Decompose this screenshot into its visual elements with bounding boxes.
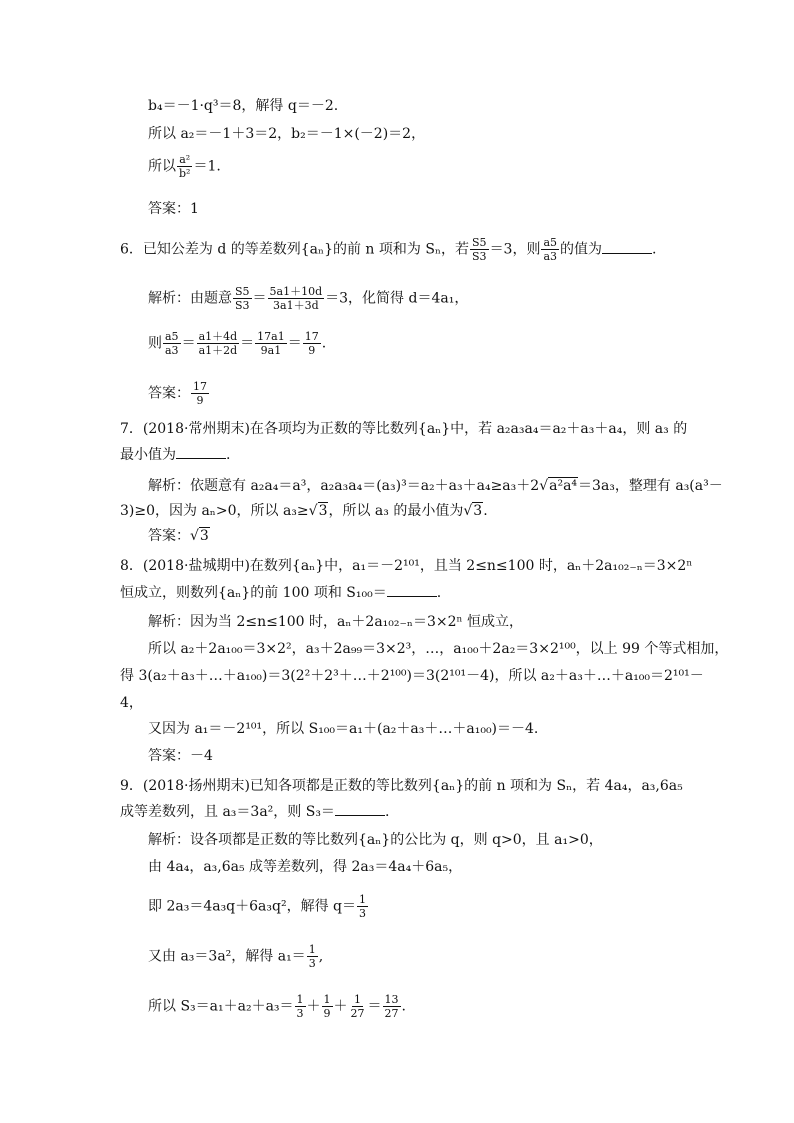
- denominator: 9: [196, 394, 204, 407]
- numerator: 1: [308, 943, 316, 956]
- text: .: [384, 804, 390, 820]
- text: .: [652, 241, 657, 258]
- solution-line: [148, 153, 221, 180]
- text: 又因为 a₁＝－2¹⁰¹，所以 S₁₀₀＝a₁＋(a₂＋a₃＋…＋a₁₀₀)＝－4.: [148, 721, 539, 737]
- denominator: S3: [235, 299, 250, 312]
- denominator: a1＋2d: [198, 344, 238, 357]
- denominator: a3: [165, 344, 179, 357]
- text: 成等差数列，且 a₃＝3a²，则 S₃＝: [120, 804, 335, 820]
- denominator: 9: [323, 1007, 331, 1020]
- text: ＝1.: [193, 158, 221, 175]
- numerator: 1: [359, 893, 366, 906]
- text: 9．(2018·扬州期末)已知各项都是正数的等比数列{aₙ}的前 n 项和为 Sₙ，若 4a₄，a₃,6a₅: [120, 778, 683, 794]
- solution-line: [120, 502, 488, 520]
- denominator: 9a1: [260, 344, 282, 357]
- denominator: a3: [543, 250, 558, 263]
- question-7-cont: [120, 446, 230, 464]
- text: 的值为: [560, 241, 603, 258]
- numerator: 1: [296, 993, 304, 1006]
- text: .: [321, 335, 327, 352]
- solution-line: [148, 285, 468, 312]
- sqrt-symbol: √: [539, 478, 549, 494]
- solution-line: [148, 858, 462, 876]
- text: ,: [318, 948, 324, 965]
- text: 又由 a₃＝3a²，解得 a₁＝: [148, 948, 306, 965]
- sqrt-content: a²a⁴: [549, 478, 578, 494]
- numerator: 17a1: [257, 330, 285, 343]
- text: 所以: [148, 158, 176, 175]
- fraction: [268, 285, 325, 312]
- sqrt-content: 3: [473, 503, 483, 519]
- text: ＋: [333, 998, 348, 1015]
- solution-line: [148, 613, 523, 631]
- denominator: 27: [384, 1007, 399, 1020]
- text: 3)≥0，因为 aₙ>0，所以 a₃≥: [120, 503, 309, 519]
- text: 所以 a₂＝－1＋3＝2，b₂＝－1×(－2)＝2，: [148, 126, 426, 142]
- text: ＝3a₃，整理有 a₃(a³－: [578, 478, 723, 494]
- text: ＝3，化简得 d＝4a₁，: [325, 290, 469, 307]
- text: 即 2a₃＝4a₃q＋6a₃q²，解得 q＝: [148, 898, 356, 915]
- text: 解析：依题意有 a₂a₄＝a³，a₂a₃a₄＝(a₃)³＝a₂＋a₃＋a₄≥a₃＋2: [148, 478, 540, 494]
- solution-line: [148, 720, 538, 738]
- text: ＝: [181, 335, 196, 352]
- solution-line: [148, 330, 326, 357]
- text: 最小值为: [120, 447, 176, 463]
- text: .: [226, 447, 231, 463]
- answer-line: [148, 527, 210, 545]
- question-8: [120, 557, 692, 575]
- text: .: [436, 585, 442, 601]
- text: ＝3，则: [489, 241, 541, 258]
- fraction: [177, 153, 192, 180]
- fraction: [349, 993, 367, 1020]
- text: 7．(2018·常州期末)在各项均为正数的等比数列{aₙ}中，若 a₂a₃a₄＝a₂＋a₃＋a₄，则 a₃ 的: [120, 421, 688, 437]
- text: ＝: [240, 335, 255, 352]
- solution-line: [148, 943, 323, 970]
- text: 所以 S₃＝a₁＋a₂＋a₃＝: [148, 998, 294, 1015]
- question-9: [120, 777, 683, 795]
- text: 由 4a₄，a₃,6a₅ 成等差数列，得 2a₃＝4a₄＋6a₅，: [148, 859, 463, 875]
- text: 4，: [120, 695, 143, 711]
- denominator: 3: [296, 1007, 304, 1020]
- text: .: [483, 503, 488, 519]
- question-7: [120, 420, 687, 438]
- answer-line: [148, 747, 213, 765]
- text: 则: [148, 335, 162, 352]
- sqrt-symbol: √: [463, 503, 473, 519]
- solution-line: [148, 993, 406, 1020]
- sqrt-symbol: √: [190, 528, 199, 544]
- fraction: [295, 993, 306, 1020]
- fraction: [233, 285, 252, 312]
- solution-line: [148, 97, 338, 115]
- answer-text: 答案：: [148, 528, 190, 544]
- answer-line: [148, 200, 199, 218]
- numerator: 1: [323, 993, 331, 1006]
- text: 解析：设各项都是正数的等比数列{aₙ}的公比为 q，则 q>0，且 a₁>0，: [148, 832, 603, 848]
- sqrt-content: 3: [199, 528, 209, 544]
- fraction: [322, 993, 333, 1020]
- answer-blank: [335, 803, 385, 816]
- answer-text: 答案：1: [148, 201, 199, 217]
- solution-line: [148, 831, 603, 849]
- fraction: [191, 380, 209, 407]
- fraction: [541, 236, 559, 263]
- denominator: 9: [308, 344, 316, 357]
- text: ＝: [252, 290, 267, 307]
- text: 恒成立，则数列{aₙ}的前 100 项和 S₁₀₀＝: [120, 585, 387, 601]
- numerator: 1: [354, 993, 362, 1006]
- question-9-cont: [120, 803, 389, 821]
- answer-text: 答案：: [148, 385, 190, 402]
- solution-line: [120, 694, 143, 712]
- text: ＋: [306, 998, 321, 1015]
- text: 8．(2018·盐城期中)在数列{aₙ}中，a₁＝－2¹⁰¹，且当 2≤n≤100 时，aₙ＋2a₁₀₂₋ₙ＝3×2ⁿ: [120, 558, 693, 574]
- solution-line: [120, 667, 704, 685]
- numerator: a1＋4d: [198, 330, 238, 343]
- numerator: a5: [165, 330, 179, 343]
- sqrt-content: 3: [318, 503, 328, 519]
- solution-line: [148, 477, 723, 495]
- question-8-cont: [120, 584, 441, 602]
- numerator: S5: [235, 285, 250, 298]
- numerator: 13: [384, 993, 399, 1006]
- answer-line: [148, 380, 210, 407]
- solution-line: [148, 125, 425, 143]
- text: ，所以 a₃ 的最小值为: [328, 503, 464, 519]
- denominator: 3: [308, 957, 316, 970]
- numerator: 5a1＋10d: [269, 285, 323, 298]
- fraction: [357, 893, 368, 920]
- solution-line: [148, 640, 728, 658]
- numerator: 17: [304, 330, 319, 343]
- numerator: 17: [193, 380, 207, 393]
- fraction: [303, 330, 321, 357]
- solution-line: [148, 893, 369, 920]
- answer-text: 答案：－4: [148, 748, 213, 764]
- denominator: 3: [359, 907, 366, 920]
- answer-blank: [176, 446, 226, 459]
- text: 所以 a₂＋2a₁₀₀＝3×2²，a₃＋2a₉₉＝3×2³，…，a₁₀₀＋2a₂＝3×2¹⁰⁰，以上 99 个等式相加，: [148, 641, 729, 657]
- text: 解析：由题意: [148, 290, 232, 307]
- answer-blank: [602, 241, 652, 254]
- numerator: a²: [179, 153, 191, 166]
- text: ＝: [287, 335, 302, 352]
- fraction: [255, 330, 287, 357]
- text: ＝: [367, 998, 382, 1015]
- denominator: b²: [179, 167, 191, 180]
- answer-blank: [387, 584, 437, 597]
- text: 6．已知公差为 d 的等差数列{aₙ}的前 n 项和为 Sₙ，若: [120, 241, 470, 258]
- fraction: [470, 236, 489, 263]
- numerator: a5: [543, 236, 558, 249]
- text: .: [401, 998, 406, 1015]
- denominator: 3a1＋3d: [273, 299, 319, 312]
- denominator: S3: [472, 250, 487, 263]
- fraction: [197, 330, 240, 357]
- text: 得 3(a₂＋a₃＋…＋a₁₀₀)＝3(2²＋2³＋…＋2¹⁰⁰)＝3(2¹⁰¹－4)，所以 a₂＋a₃＋…＋a₁₀₀＝2¹⁰¹－: [120, 668, 704, 684]
- fraction: [307, 943, 318, 970]
- fraction: [383, 993, 401, 1020]
- text: b₄＝－1·q³＝8，解得 q＝－2.: [148, 98, 339, 114]
- question-6: [120, 236, 657, 263]
- sqrt-symbol: √: [308, 503, 318, 519]
- fraction: [163, 330, 181, 357]
- denominator: 27: [350, 1007, 365, 1020]
- numerator: S5: [472, 236, 487, 249]
- text: 解析：因为当 2≤n≤100 时，aₙ＋2a₁₀₂₋ₙ＝3×2ⁿ 恒成立，: [148, 614, 523, 630]
